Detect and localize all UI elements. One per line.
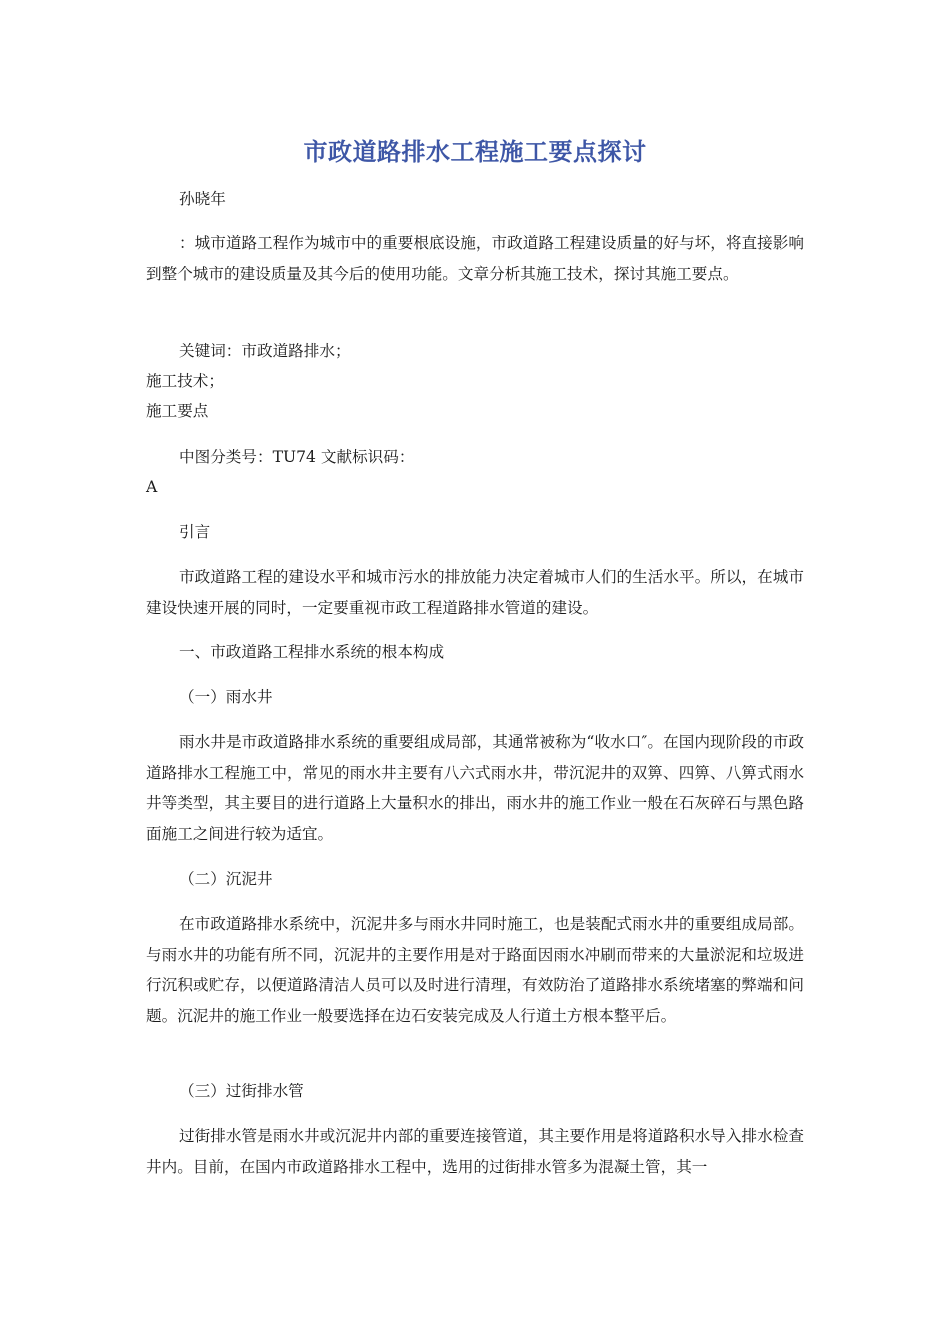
subsection-3-paragraph: 过街排水管是雨水井或沉泥井内部的重要连接管道，其主要作用是将道路积水导入排水检查井内。目前，在国内市政道路排水工程中，选用的过街排水管多为混凝土管，其一 bbox=[146, 1127, 804, 1176]
subsection-3-heading: （三）过街排水管 bbox=[179, 1082, 304, 1100]
section-1-heading: 一、市政道路工程排水系统的根本构成 bbox=[179, 643, 445, 661]
classification-line-2: A bbox=[146, 478, 158, 496]
subsection-1-heading: （一）雨水井 bbox=[179, 688, 273, 706]
subsection-2-paragraph: 在市政道路排水系统中，沉泥井多与雨水井同时施工，也是装配式雨水井的重要组成局部。与雨水井的功能有所不同，沉泥井的主要作用是对于路面因雨水冲刷而带来的大量淤泥和垃圾进行沉积或贮存，以便道路清洁人员可以及时进行清理，有效防治了道路排水系统堵塞的弊端和问题。沉泥井的施工作业一般要选择在边石安装完成及人行道土方根本整平后。 bbox=[146, 915, 804, 1025]
classification-line-1: 中图分类号：TU74 文献标识码： bbox=[179, 448, 415, 466]
intro-heading: 引言 bbox=[179, 523, 211, 541]
document-title: 市政道路排水工程施工要点探讨 bbox=[303, 138, 647, 166]
keywords-line-3: 施工要点 bbox=[146, 402, 209, 420]
author-name: 孙晓年 bbox=[179, 190, 226, 208]
keywords-line-1: 关键词：市政道路排水； bbox=[179, 342, 351, 360]
keywords-line-2: 施工技术； bbox=[146, 372, 224, 390]
intro-paragraph: 市政道路工程的建设水平和城市污水的排放能力决定着城市人们的生活水平。所以，在城市建设快速开展的同时，一定要重视市政工程道路排水管道的建设。 bbox=[146, 568, 804, 617]
abstract-paragraph: ：城市道路工程作为城市中的重要根底设施，市政道路工程建设质量的好与坏，将直接影响到整个城市的建设质量及其今后的使用功能。文章分析其施工技术，探讨其施工要点。 bbox=[146, 234, 804, 283]
subsection-2-heading: （二）沉泥井 bbox=[179, 870, 273, 888]
subsection-1-paragraph: 雨水井是市政道路排水系统的重要组成局部，其通常被称为“收水口″。在国内现阶段的市政道路排水工程施工中，常见的雨水井主要有八六式雨水井，带沉泥井的双箅、四箅、八箅式雨水井等类型，其主要目的进行道路上大量积水的排出，雨水井的施工作业一般在石灰碎石与黑色路面施工之间进行较为适宜。 bbox=[146, 733, 804, 843]
